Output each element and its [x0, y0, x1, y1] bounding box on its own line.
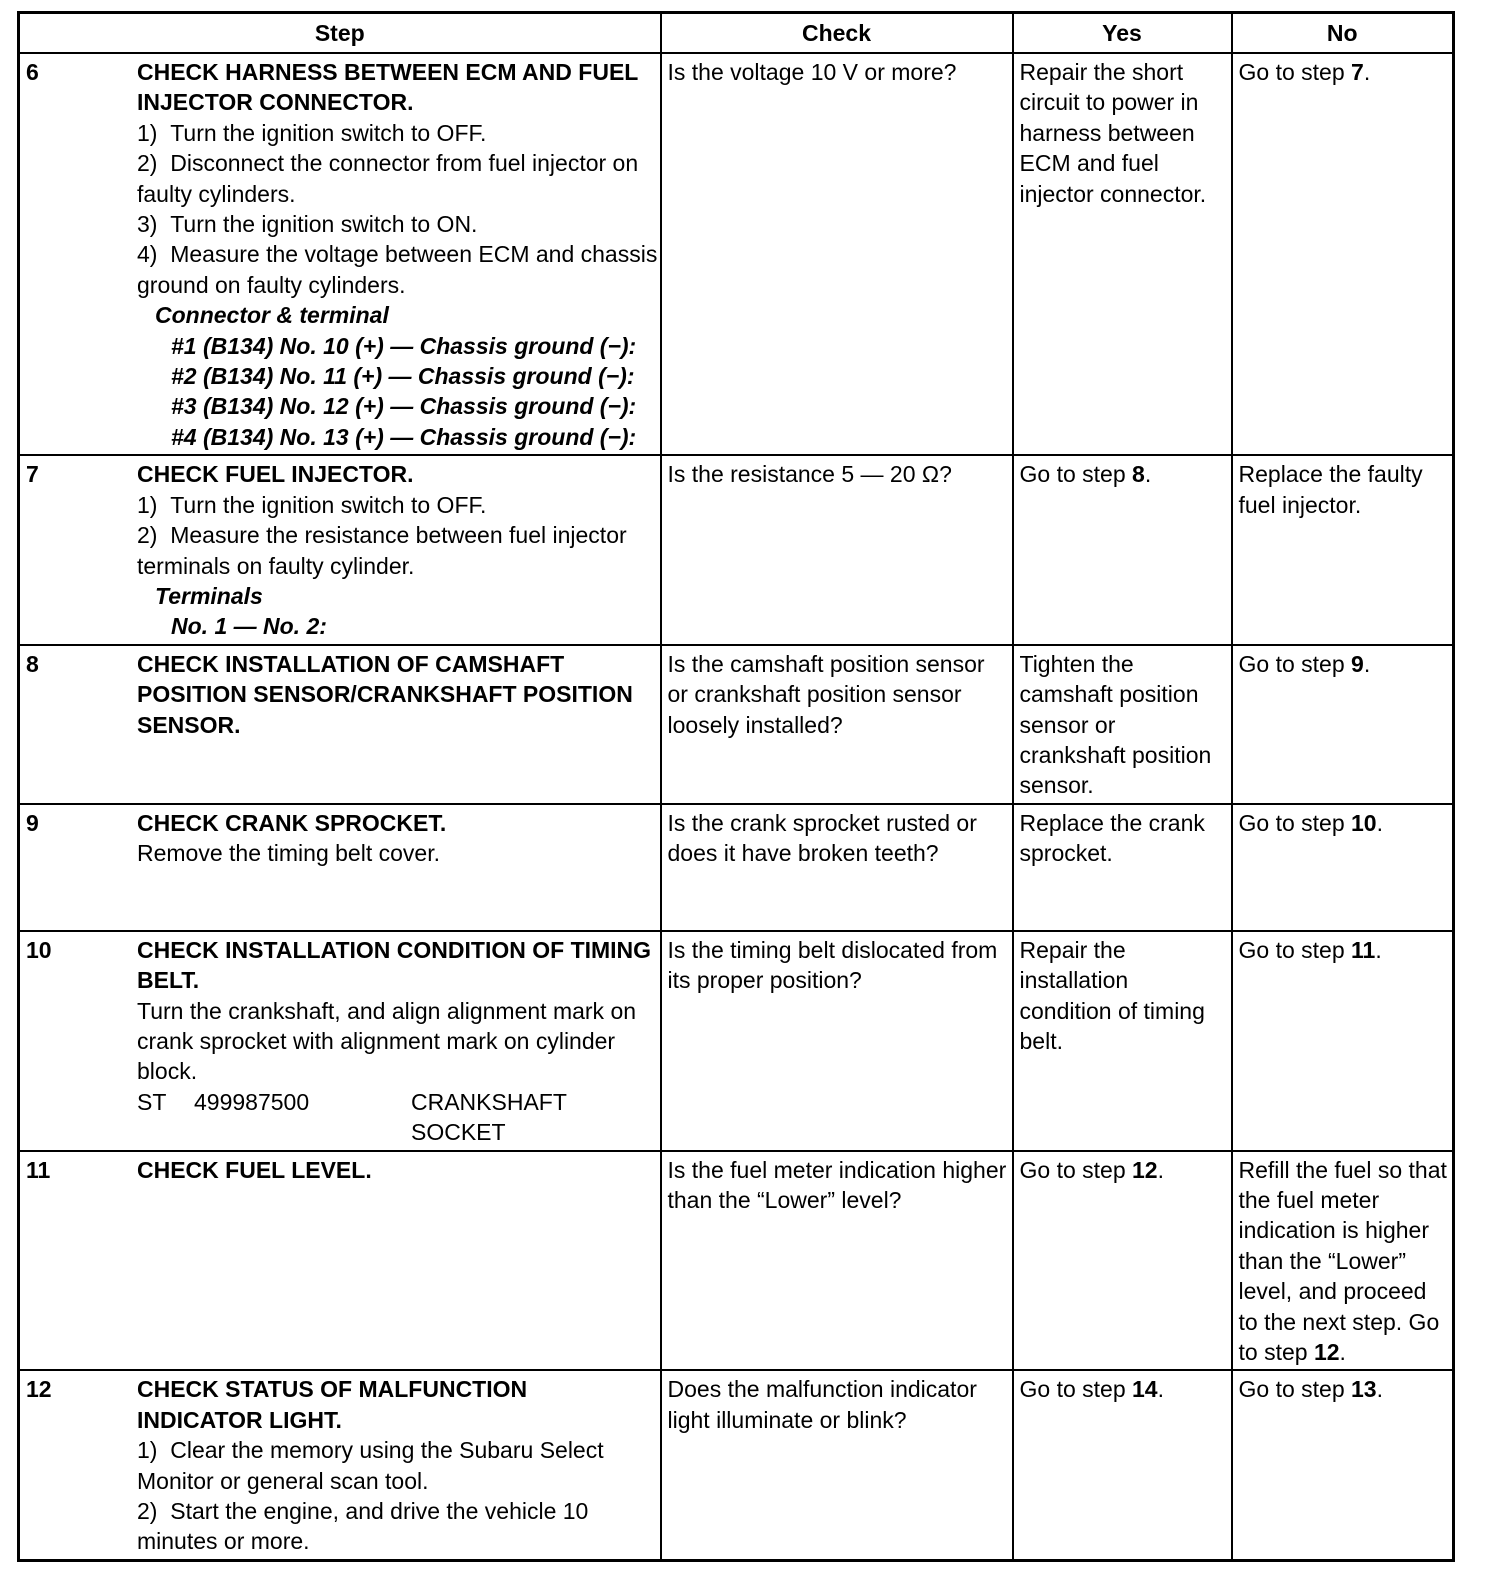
step-cell: [19, 804, 661, 931]
yes-suffix: .: [1157, 1376, 1164, 1403]
yes-suffix: .: [1144, 461, 1152, 488]
table-row: [19, 931, 1454, 1151]
check-cell: Is the crank sprocket rusted or does it have broken teeth?: [661, 804, 1013, 931]
step-number: 6: [26, 59, 39, 85]
yes-cell: [1013, 455, 1232, 644]
yes-cell: [1013, 1151, 1232, 1371]
yes-cell: Replace the crank sprocket.: [1013, 804, 1232, 931]
step-title: CHECK FUEL LEVEL.: [137, 1156, 372, 1183]
no-suffix: .: [1339, 1339, 1346, 1366]
no-step-ref: 9: [1351, 650, 1364, 677]
yes-cell: Repair the installation condition of timing belt.: [1013, 931, 1232, 1151]
instruction: 2) Disconnect the connector from fuel injector on faulty cylinders.: [137, 150, 639, 207]
no-text: Go to step: [1238, 59, 1352, 85]
instruction: Turn the crankshaft, and align alignment mark on crank sprocket with alignment mark on cylinder block.: [137, 997, 637, 1085]
no-cell: [1232, 1151, 1454, 1371]
step-number: 11: [26, 1156, 51, 1183]
spec-line: #4 (B134) No. 13 (+) — Chassis ground (−):: [171, 423, 637, 450]
no-text: Go to step: [1238, 1376, 1352, 1403]
no-step-ref: 12: [1313, 1339, 1340, 1366]
spec-heading: Terminals: [155, 582, 263, 609]
instruction: Remove the timing belt cover.: [137, 840, 440, 867]
step-title: CHECK FUEL INJECTOR.: [137, 461, 414, 488]
yes-suffix: .: [1157, 1156, 1164, 1183]
no-cell: [1232, 1370, 1454, 1560]
yes-cell: Tighten the camshaft position sensor or crankshaft position sensor.: [1013, 645, 1232, 804]
no-suffix: .: [1376, 809, 1383, 836]
header-row: [19, 13, 1454, 54]
step-title: CHECK INSTALLATION OF CAMSHAFT POSITION SENSOR/CRANKSHAFT POSITION SENSOR.: [137, 650, 633, 738]
yes-cell: Repair the short circuit to power in harness between ECM and fuel injector connector.: [1013, 53, 1232, 455]
step-cell: [19, 645, 661, 804]
header-step: Step: [19, 13, 661, 54]
header-no: No: [1232, 13, 1454, 54]
no-step-ref: 10: [1351, 809, 1377, 836]
special-tool-label: ST: [137, 1088, 167, 1115]
instruction: 2) Start the engine, and drive the vehicle 10 minutes or more.: [137, 1498, 589, 1555]
instruction: 1) Clear the memory using the Subaru Select Monitor or general scan tool.: [137, 1437, 604, 1494]
special-tool: [137, 1087, 658, 1148]
instruction: 2) Measure the resistance between fuel injector terminals on faulty cylinder.: [137, 522, 627, 579]
no-cell: [1232, 931, 1454, 1151]
no-suffix: .: [1363, 650, 1371, 677]
yes-step-ref: 12: [1132, 1156, 1158, 1183]
yes-step-ref: 8: [1132, 461, 1145, 488]
step-cell: [19, 1151, 661, 1371]
yes-cell: [1013, 1370, 1232, 1560]
no-text: Go to step: [1238, 650, 1352, 677]
no-cell: [1232, 804, 1454, 931]
table-row: [19, 455, 1454, 644]
no-text: Go to step: [1238, 809, 1352, 836]
spec-heading: Connector & terminal: [155, 302, 389, 329]
table-row: [19, 1151, 1454, 1371]
yes-text: Go to step: [1019, 1376, 1133, 1403]
step-cell: [19, 53, 661, 455]
step-number: 12: [26, 1376, 52, 1403]
yes-step-ref: 14: [1132, 1376, 1158, 1403]
no-suffix: .: [1375, 936, 1382, 963]
yes-text: Go to step: [1019, 1156, 1133, 1183]
check-cell: Is the fuel meter indication higher than the “Lower” level?: [661, 1151, 1013, 1371]
no-step-ref: 11: [1351, 936, 1376, 963]
spec-line: No. 1 — No. 2:: [171, 613, 327, 640]
instruction: 1) Turn the ignition switch to OFF.: [137, 491, 487, 518]
step-title: CHECK INSTALLATION CONDITION OF TIMING BELT.: [137, 936, 652, 994]
table-row: [19, 53, 1454, 455]
table-row: [19, 645, 1454, 804]
special-tool-name: CRANKSHAFT SOCKET: [411, 1088, 567, 1146]
step-number: 10: [26, 936, 52, 963]
no-step-ref: 13: [1351, 1376, 1377, 1403]
step-title: CHECK STATUS OF MALFUNCTION INDICATOR LIGHT.: [137, 1376, 528, 1433]
spec-line: #3 (B134) No. 12 (+) — Chassis ground (−):: [171, 393, 637, 420]
diagnostic-table: [17, 11, 1455, 1562]
check-cell: Is the camshaft position sensor or crankshaft position sensor loosely installed?: [661, 645, 1013, 804]
header-check: Check: [661, 13, 1013, 54]
no-cell: [1232, 645, 1454, 804]
table-row: [19, 804, 1454, 931]
instruction: 4) Measure the voltage between ECM and chassis ground on faulty cylinders.: [137, 241, 658, 298]
no-text: Go to step: [1238, 936, 1352, 963]
step-title: CHECK HARNESS BETWEEN ECM AND FUEL INJECTOR CONNECTOR.: [137, 59, 638, 116]
step-title: CHECK CRANK SPROCKET.: [137, 809, 447, 836]
step-number: 8: [26, 650, 39, 677]
header-yes: Yes: [1013, 13, 1232, 54]
no-cell: Replace the faulty fuel injector.: [1232, 455, 1454, 644]
no-suffix: .: [1376, 1376, 1383, 1403]
spec-line: #2 (B134) No. 11 (+) — Chassis ground (−):: [171, 363, 635, 390]
no-cell: [1232, 53, 1454, 455]
check-cell: Does the malfunction indicator light illuminate or blink?: [661, 1370, 1013, 1560]
spec-line: #1 (B134) No. 10 (+) — Chassis ground (−):: [171, 332, 637, 359]
step-number: 9: [26, 809, 39, 836]
no-suffix: .: [1363, 59, 1371, 85]
step-cell: [19, 1370, 661, 1560]
no-step-ref: 7: [1351, 59, 1364, 85]
table-row: [19, 1370, 1454, 1560]
instruction: 1) Turn the ignition switch to OFF.: [137, 119, 487, 146]
check-cell: Is the voltage 10 V or more?: [661, 53, 1013, 455]
instruction: 3) Turn the ignition switch to ON.: [137, 211, 478, 238]
check-cell: Is the timing belt dislocated from its proper position?: [661, 931, 1013, 1151]
yes-text: Go to step: [1019, 461, 1133, 488]
no-text: Refill the fuel so that the fuel meter indication is higher than the “Lower” level, and proceed to the next step. Go to step: [1238, 1156, 1447, 1366]
check-cell: Is the resistance 5 — 20 Ω?: [661, 455, 1013, 644]
step-cell: [19, 455, 661, 644]
step-number: 7: [26, 461, 39, 488]
special-tool-part-number: 499987500: [194, 1088, 310, 1115]
step-cell: [19, 931, 661, 1151]
